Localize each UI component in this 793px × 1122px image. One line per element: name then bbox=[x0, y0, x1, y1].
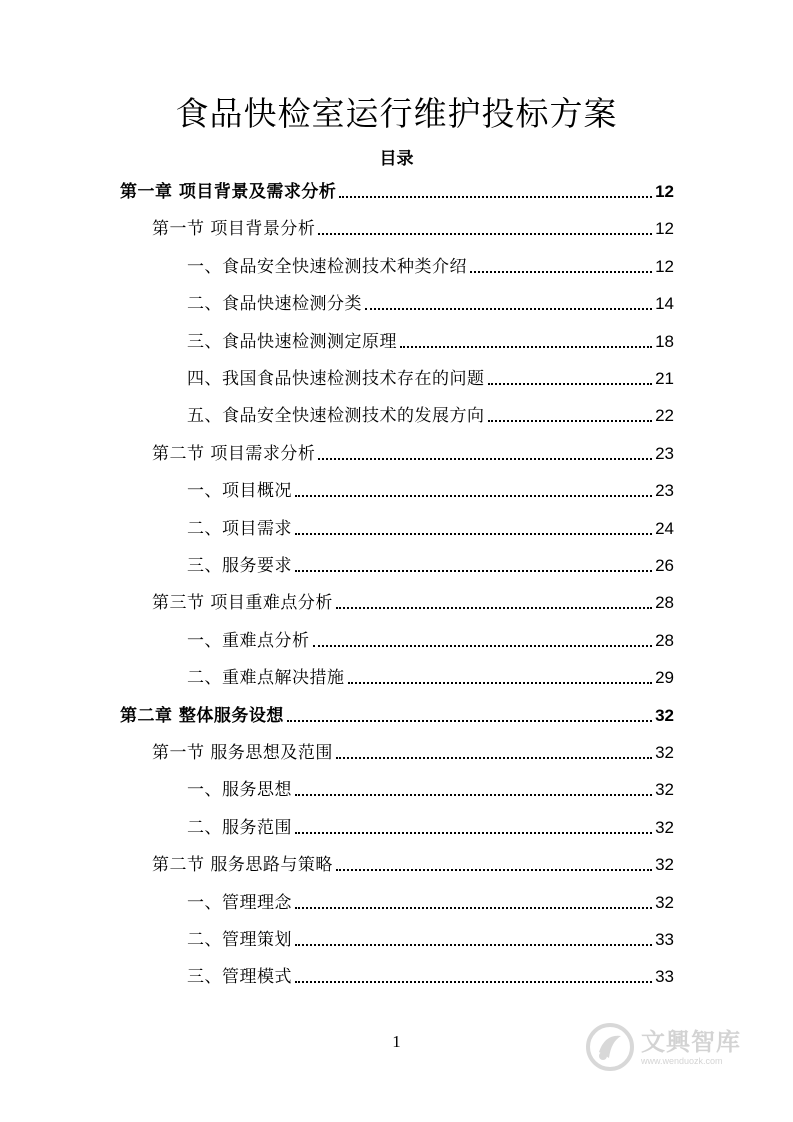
toc-dot-leader bbox=[488, 383, 653, 385]
toc-entry-title: 一、服务思想 bbox=[187, 780, 292, 801]
toc-dot-leader bbox=[339, 196, 652, 198]
toc-entry-title: 一、重难点分析 bbox=[187, 630, 310, 651]
toc-entry-title: 四、我国食品快速检测技术存在的问题 bbox=[187, 369, 485, 389]
toc-entry-page: 23 bbox=[655, 443, 674, 463]
toc-entry-title: 二、食品快速检测分类 bbox=[187, 294, 362, 315]
toc-entry[interactable] bbox=[187, 476, 674, 502]
toc-entry-page: 12 bbox=[655, 219, 674, 239]
toc-entry[interactable] bbox=[152, 214, 674, 240]
toc-entry-title: 一、食品安全快速检测技术种类介绍 bbox=[187, 256, 467, 277]
watermark-logo-icon bbox=[585, 1022, 635, 1072]
toc-entry-title: 第一节 服务思想及范围 bbox=[152, 743, 333, 763]
toc-entry[interactable] bbox=[187, 663, 674, 689]
toc-entry-page: 32 bbox=[655, 855, 674, 875]
toc-dot-leader bbox=[295, 981, 652, 983]
toc-dot-leader bbox=[336, 757, 652, 759]
toc-entry-title: 二、项目需求 bbox=[187, 518, 292, 539]
toc-dot-leader bbox=[295, 832, 652, 834]
toc-entry[interactable] bbox=[187, 962, 674, 988]
toc-entry[interactable] bbox=[187, 626, 674, 652]
toc-dot-leader bbox=[295, 794, 652, 796]
toc-entry-page: 24 bbox=[655, 518, 674, 538]
watermark-url: www.wenduozk.com bbox=[641, 1055, 723, 1066]
toc-entry[interactable] bbox=[152, 738, 674, 764]
toc-entry[interactable] bbox=[120, 177, 674, 203]
toc-dot-leader bbox=[488, 420, 653, 422]
toc-entry-page: 33 bbox=[655, 967, 674, 987]
toc-dot-leader bbox=[336, 607, 652, 609]
toc-entry-title: 三、管理模式 bbox=[187, 967, 292, 988]
toc-entry-page: 32 bbox=[655, 892, 674, 912]
toc-entry[interactable] bbox=[152, 588, 674, 614]
toc-entry-page: 28 bbox=[655, 593, 674, 613]
toc-heading: 目录 bbox=[379, 149, 414, 169]
toc-entry-page: 28 bbox=[655, 630, 674, 650]
toc-dot-leader bbox=[400, 346, 652, 348]
toc-entry-title: 二、重难点解决措施 bbox=[187, 668, 345, 689]
toc-entry[interactable] bbox=[187, 514, 674, 540]
toc-entry-page: 32 bbox=[655, 705, 674, 725]
toc-entry[interactable] bbox=[187, 401, 674, 427]
toc-entry[interactable] bbox=[120, 701, 674, 727]
toc-entry-title: 第二节 服务思路与策略 bbox=[152, 855, 333, 876]
toc-entry-title: 五、食品安全快速检测技术的发展方向 bbox=[187, 406, 485, 427]
toc-entry-title: 第二节 项目需求分析 bbox=[152, 443, 316, 464]
toc-entry[interactable] bbox=[187, 813, 674, 839]
toc-entry-title: 三、服务要求 bbox=[187, 556, 292, 576]
toc-entry[interactable] bbox=[152, 850, 674, 876]
toc-entry[interactable] bbox=[187, 551, 674, 577]
toc-entry-page: 21 bbox=[655, 369, 674, 388]
toc-entry-page: 29 bbox=[655, 668, 674, 688]
toc-entry-page: 26 bbox=[655, 556, 674, 575]
toc-entry[interactable] bbox=[187, 289, 674, 315]
toc-entry-page: 22 bbox=[655, 406, 674, 426]
toc-dot-leader bbox=[295, 495, 652, 497]
toc-entry-title: 一、管理理念 bbox=[187, 892, 292, 913]
toc-dot-leader bbox=[470, 271, 652, 273]
toc-entry-page: 12 bbox=[655, 256, 674, 276]
toc-dot-leader bbox=[336, 869, 652, 871]
toc-entry-title: 第三节 项目重难点分析 bbox=[152, 593, 333, 614]
toc-dot-leader bbox=[295, 944, 652, 946]
toc-entry-page: 23 bbox=[655, 481, 674, 501]
toc-entry-page: 32 bbox=[655, 780, 674, 800]
toc-entry[interactable] bbox=[187, 775, 674, 801]
toc-entry[interactable] bbox=[187, 888, 674, 914]
toc-entry-page: 18 bbox=[655, 331, 674, 351]
page-number: 1 bbox=[392, 1032, 401, 1051]
toc-entry-title: 第一节 项目背景分析 bbox=[152, 219, 316, 240]
toc-dot-leader bbox=[295, 907, 652, 909]
toc-entry-page: 33 bbox=[655, 930, 674, 949]
toc-entry-title: 二、管理策划 bbox=[187, 930, 292, 950]
toc-entry-title: 一、项目概况 bbox=[187, 481, 292, 502]
toc-entry-title: 第一章 项目背景及需求分析 bbox=[120, 182, 337, 202]
toc-dot-leader bbox=[318, 233, 652, 235]
toc-dot-leader bbox=[295, 570, 652, 572]
toc-entry[interactable] bbox=[187, 252, 674, 278]
toc-dot-leader bbox=[365, 308, 652, 310]
toc-entry-title: 三、食品快速检测测定原理 bbox=[187, 331, 397, 352]
document-title: 食品快检室运行维护投标方案 bbox=[175, 94, 618, 133]
toc-entry[interactable] bbox=[187, 327, 674, 353]
toc-dot-leader bbox=[313, 645, 653, 647]
toc-dot-leader bbox=[287, 720, 652, 722]
toc-entry[interactable] bbox=[152, 439, 674, 465]
toc-entry-title: 第二章 整体服务设想 bbox=[120, 705, 284, 726]
watermark-name: 文興智库 bbox=[641, 1027, 741, 1056]
toc-entry[interactable] bbox=[187, 925, 674, 951]
toc-entry[interactable] bbox=[187, 364, 674, 390]
toc-dot-leader bbox=[318, 458, 652, 460]
toc-entry-page: 32 bbox=[655, 817, 674, 837]
toc-entry-title: 二、服务范围 bbox=[187, 817, 292, 838]
toc-dot-leader bbox=[295, 533, 652, 535]
toc-dot-leader bbox=[348, 682, 653, 684]
toc-entry-page: 14 bbox=[655, 294, 674, 314]
watermark bbox=[585, 1018, 780, 1076]
toc-entry-page: 32 bbox=[655, 743, 674, 762]
toc-entry-page: 12 bbox=[655, 182, 674, 201]
